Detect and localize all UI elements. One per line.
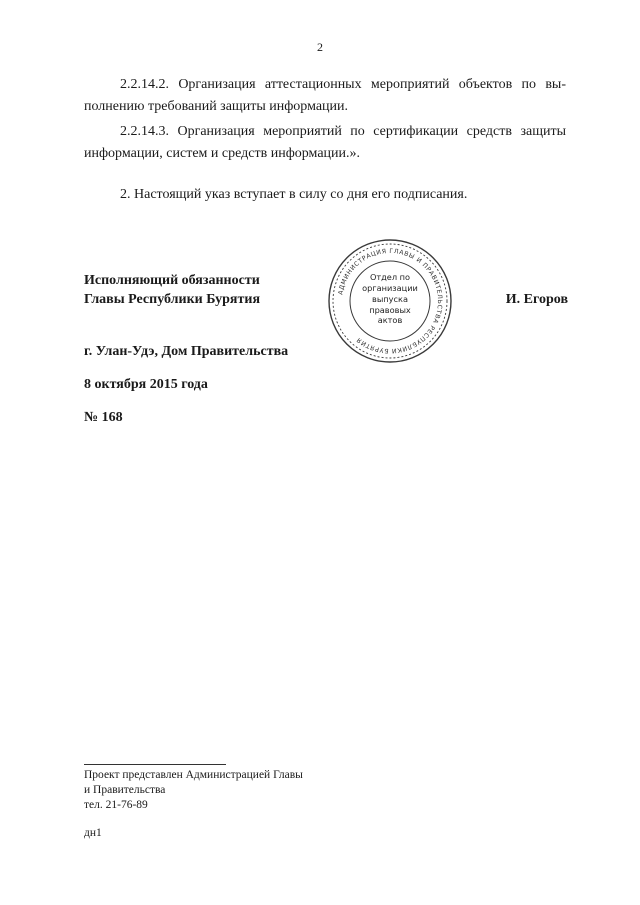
footnote-divider [84,764,226,765]
signatory-position-line-1: Исполняющий обязанности [84,273,260,288]
footnote-phone: тел. 21-76-89 [84,799,148,811]
signing-place: г. Улан-Удэ, Дом Правительства [84,344,289,359]
signatory-position-line-2: Главы Республики Бурятия [84,292,261,307]
signing-date: 8 октября 2015 года [84,377,208,392]
seal-center-line-5: актов [377,315,403,325]
seal-center-line-2: организации [362,283,418,293]
seal-center-line-4: правовых [369,305,411,315]
seal-center-line-1: Отдел по [369,272,411,282]
paragraph-effective-date: 2. Настоящий указ вступает в силу со дня его подписания. [120,187,468,202]
footnote-line-2: и Правительства [84,784,166,796]
paragraph-2-2-14-2-line-2: полнению требований защиты информации. [84,99,349,114]
official-seal-stamp [326,237,454,365]
seal-center-line-3: выпуска [372,294,408,304]
paragraph-2-2-14-2-line-1: 2.2.14.2. Организация аттестационных мероприятий объектов по вы- [120,77,566,92]
decree-number: № 168 [84,410,123,425]
signatory-name: И. Егоров [505,292,568,307]
paragraph-2-2-14-3-line-2: информации, систем и средств информации.». [84,146,361,161]
footnote-line-1: Проект представлен Администрацией Главы [84,769,303,781]
seal-ring-text: АДМИНИСТРАЦИЯ ГЛАВЫ И ПРАВИТЕЛЬСТВА РЕСПУБЛИКИ БУРЯТИЯ [337,247,444,355]
footnote-code: дн1 [84,827,102,839]
page-number: 2 [317,40,323,54]
paragraph-2-2-14-3-line-1: 2.2.14.3. Организация мероприятий по сертификации средств защиты [120,124,566,139]
